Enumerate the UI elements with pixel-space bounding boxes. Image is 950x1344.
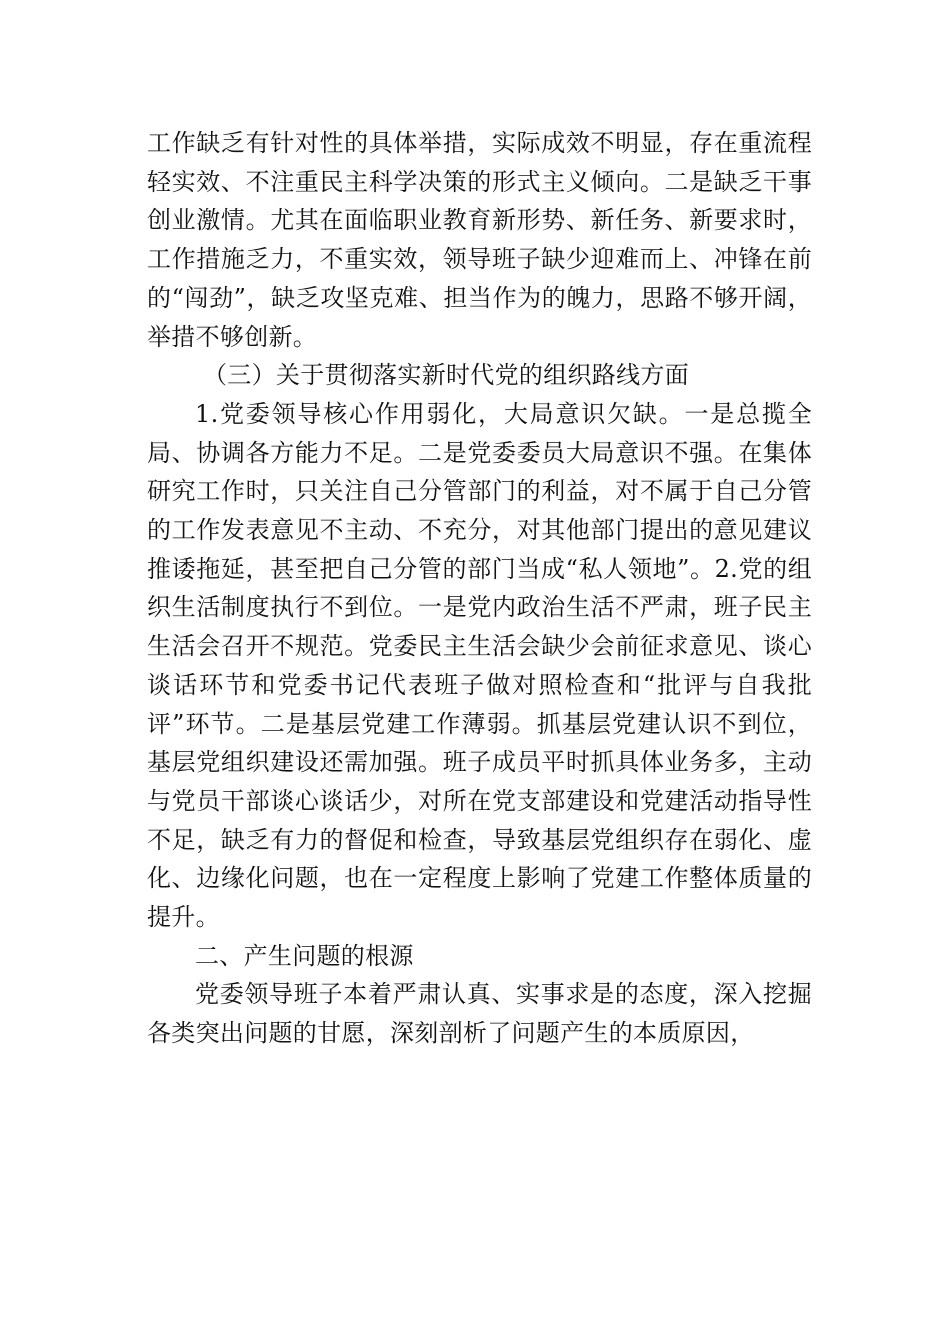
paragraph-root-causes: 党委领导班子本着严肃认真、实事求是的态度，深入挖掘各类突出问题的甘愿，深刻剖析了问题产生的本质原因， xyxy=(147,980,812,1048)
paragraph-org-line: 1.党委领导核心作用弱化，大局意识欠缺。一是总揽全局、协调各方能力不足。二是党委委员大局意识不强。在集体研究工作时，只关注自己分管部门的利益，对不属于自己分管的工作发表意见不主动、不充分，对其他部门提出的意见建议推诿拖延，甚至把自己分管的部门当成“私人领地”。2.党的组织生活制度执行不到位。一是党内政治生活不严肃，班子民主生活会召开不规范。党委民主生活会缺少会前征求意见、谈心谈话环节和党委书记代表班子做对照检查和“批评与自我批评”环节。二是基层党建工作薄弱。抓基层党建认识不到位，基层党组织建设还需加强。班子成员平时抓具体业务多，主动与党员干部谈心谈话少，对所在党支部建设和党建活动指导性不足，缺乏有力的督促和检查，导致基层党组织存在弱化、虚化、边缘化问题，也在一定程度上影响了党建工作整体质量的提升。 xyxy=(147,399,812,932)
paragraph-continuation: 工作缺乏有针对性的具体举措，实际成效不明显，存在重流程轻实效、不注重民主科学决策的形式主义倾向。二是缺乏干事创业激情。尤其在面临职业教育新形势、新任务、新要求时，工作措施乏力，不重实效，领导班子缺少迎难而上、冲锋在前的“闯劲”，缺乏攻坚克难、担当作为的魄力，思路不够开阔，举措不够创新。 xyxy=(147,129,812,351)
section-heading-3: （三）关于贯彻落实新时代党的组织路线方面 xyxy=(203,361,689,390)
document-body xyxy=(147,124,812,1053)
section-heading-root-causes: 二、产生问题的根源 xyxy=(195,941,414,970)
